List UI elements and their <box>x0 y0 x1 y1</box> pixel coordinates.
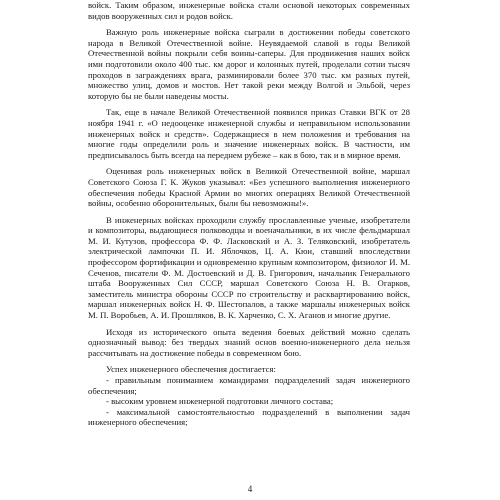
paragraph: В инженерных войсках проходили службу прославленные ученые, изобретатели и композиторы, выдающиеся полководцы и военачальники, в их числе фельдмаршал М. И. Кутузов, профессора Ф. Ф. Ласковский и А. З. Теляковский, изобретатель электрической лампочки П. И. Яблочков, Ц. А. Кюи, ставший впоследствии профессором фортификации и одновременно крупным композитором, физиолог И. М. Сеченов, писатели Ф. М. Достоевский и Д. В. Григорович, начальник Генерального штаба Вооруженных Сил СССР, маршал Советского Союза Н. В. Огарков, заместитель министра обороны СССР по строительству и расквартированию войск, маршал инженерных войск Н. Ф. Шестопалов, а также маршалы инженерных войск М. П. Воробьев, А. И. Прошляков, В. К. Харченко, С. Х. Аганов и многие другие. <box>88 214 410 321</box>
paragraph: войск. Таким образом, инженерные войска стали основой некоторых современных видов вооруженных сил и родов войск. <box>88 0 410 21</box>
document-body <box>88 0 410 428</box>
paragraph: Оценивая роль инженерных войск в Великой Отечественной войне, маршал Советского Союза Г. К. Жуков указывал: «Без успешного выполнения инженерного обеспечения победы Красной Армии во многих операциях Великой Отечественной войны, особенно оборонительных, были бы невозможны!». <box>88 166 410 209</box>
page-number: 4 <box>247 484 253 494</box>
paragraph: Важную роль инженерные войска сыграли в достижении победы советского народа в Великой Отечественной войне. Неувядаемой славой в годы Великой Отечественной войны покрыли себя воины-саперы. Для продвижения наших войск ими подготовили около 400 тыс. км дорог и колонных путей, проделали сотни тысяч проходов в заграждениях врага, разминировали более 370 тыс. км разных путей, множество улиц, домов и мостов. Нет такой реки между Волгой и Эльбой, через которую бы не были наведены мосты. <box>88 27 410 101</box>
paragraph: Успех инженерного обеспечения достигается: <box>106 364 276 375</box>
paragraph: Исходя из исторического опыта ведения боевых действий можно сделать однозначный вывод: без твердых знаний основ военно-инженерного дела нельзя рассчитывать на достижение победы в современном бою. <box>88 326 410 358</box>
list-item: - высоким уровнем инженерной подготовки личного состава; <box>106 396 334 407</box>
list-item: - правильным пониманием командирами подразделений задач инженерного обеспечения; <box>88 375 410 396</box>
paragraph: Так, еще в начале Великой Отечественной появился приказ Ставки ВГК от 28 ноября 1941 г. «О недооценке инженерной службы и неправильном использовании инженерных войск и средств». Содержащиеся в нем положения и требования на многие годы определили роль и значение инженерных войск. В частности, им предписывалось быть всегда на переднем рубеже – как в бою, так и в мирное время. <box>88 107 410 160</box>
list-item: - максимальной самостоятельностью подразделений в выполнении задач инженерного обеспечения; <box>88 406 410 428</box>
